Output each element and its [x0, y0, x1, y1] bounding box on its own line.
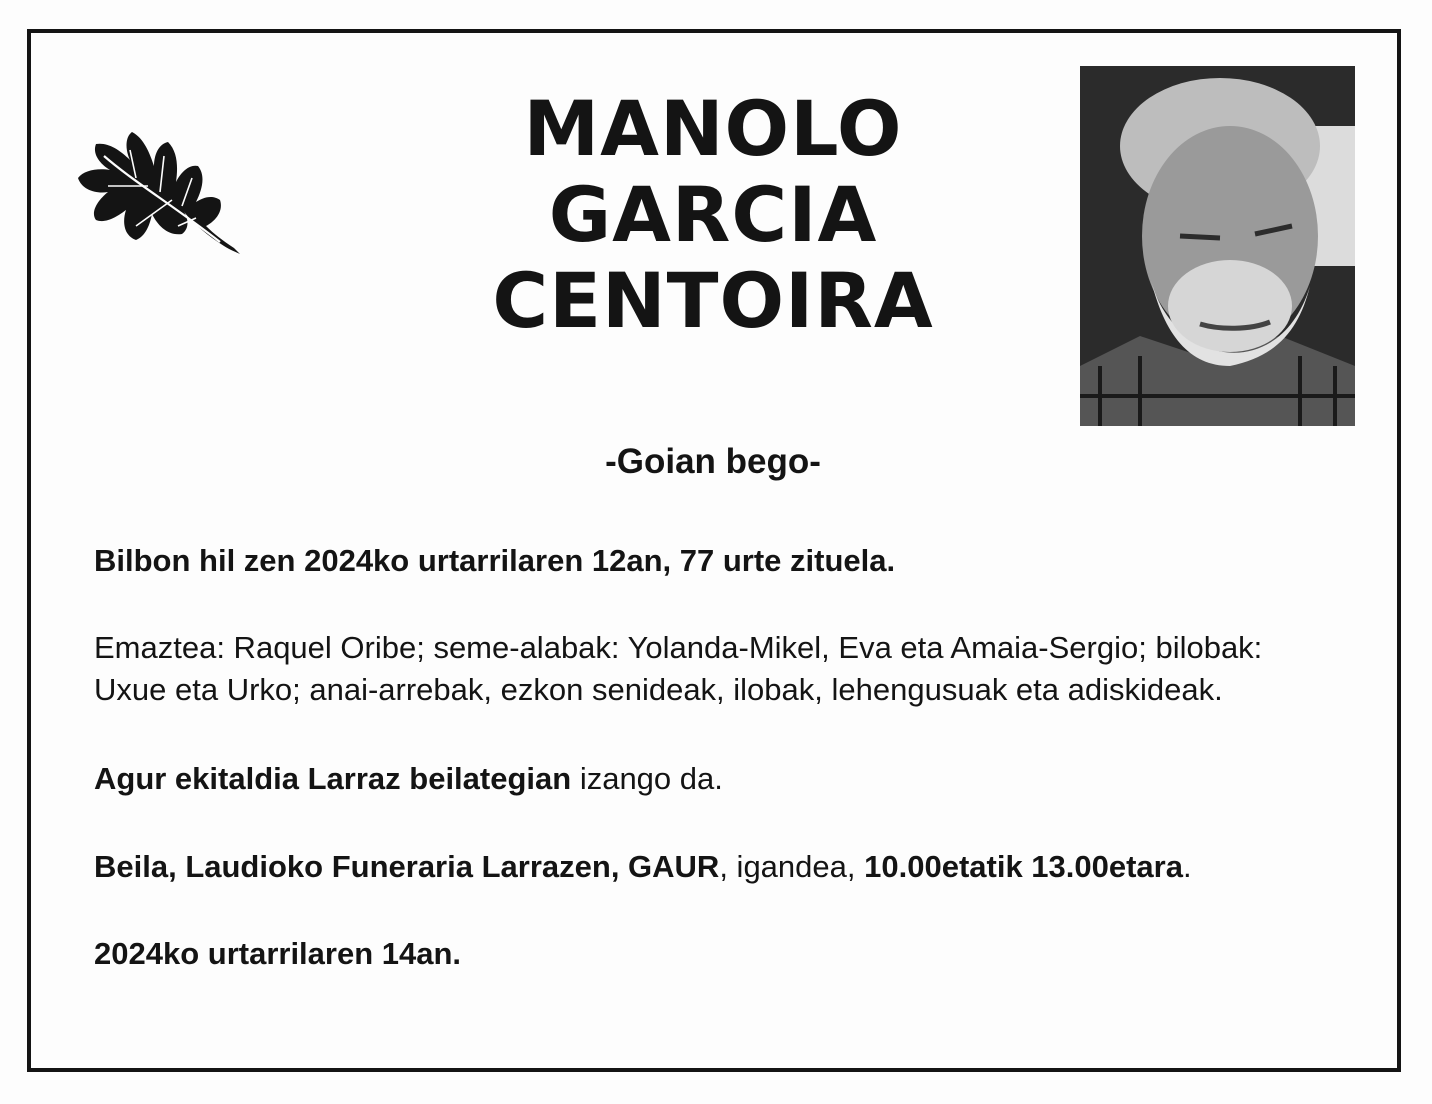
wake-notice — [94, 846, 1384, 888]
family-line-2: Uxue eta Urko; anai-arrebak, ezkon senideak, ilobak, lehengusuak eta adiskideak. — [94, 672, 1223, 707]
name-line-surname2: CENTOIRA — [492, 256, 934, 345]
name-line-surname1: GARCIA — [548, 170, 878, 259]
oak-leaf-icon — [74, 94, 246, 258]
portrait-photo — [1080, 66, 1355, 426]
wake-hours: 10.00etatik 13.00etara — [864, 849, 1183, 884]
wake-end: . — [1182, 849, 1192, 884]
family-list — [94, 627, 1384, 711]
motto: -Goian bego- — [605, 442, 821, 481]
notice-date: 2024ko urtarrilaren 14an. — [94, 936, 462, 971]
wake-day: , igandea, — [719, 849, 865, 884]
ceremony-notice — [94, 758, 1384, 800]
wake-place: Beila, Laudioko Funeraria Larrazen, GAUR — [94, 849, 720, 884]
ceremony-place: Agur ekitaldia Larraz beilategian — [94, 761, 572, 796]
family-line-1: Emaztea: Raquel Oribe; seme-alabak: Yolanda-Mikel, Eva eta Amaia-Sergio; bilobak: — [94, 630, 1263, 665]
death-notice: Bilbon hil zen 2024ko urtarrilaren 12an, 77 urte zituela. — [94, 543, 896, 578]
ceremony-rest: izango da. — [571, 761, 723, 796]
name-line-first: MANOLO — [523, 84, 903, 173]
deceased-name — [430, 86, 996, 344]
